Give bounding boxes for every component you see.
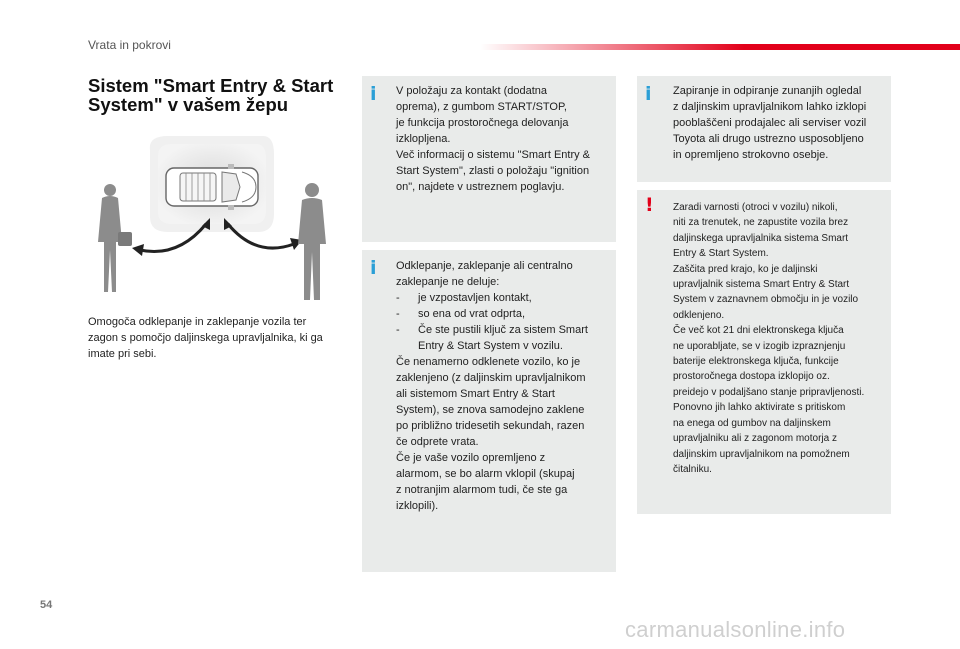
text-line: Če več kot 21 dni elektronskega ključa <box>673 325 844 337</box>
info-box-text <box>396 258 588 514</box>
text-line: daljinskega upravljalnika sistema Smart <box>673 232 849 244</box>
car-top-view <box>166 164 258 210</box>
text-line: preidejo v podaljšano stanje pripravljenosti. <box>673 386 865 398</box>
text-line: daljinskim upravljalnikom na pomožnem <box>673 448 850 460</box>
text-line: z notranjim alarmom tudi, če ste ga <box>396 484 568 496</box>
text-line: Zaradi varnosti (otroci v vozilu) nikoli, <box>673 202 838 213</box>
warning-box <box>637 190 891 514</box>
text-line: čitalniku. <box>673 463 712 475</box>
bullet-item: - so ena od vrat odprta, <box>396 308 526 320</box>
text-line: Ponovno jih lahko aktivirate s pritiskom <box>673 402 846 414</box>
text-line: Toyota ali drugo ustrezno usposobljeno <box>673 133 864 145</box>
text-line: niti za trenutek, ne zapustite vozila brez <box>673 217 849 229</box>
text-line: z daljinskim upravljalnikom lahko izklopi <box>673 101 867 113</box>
warning-icon: ! <box>645 194 654 216</box>
bullet-item: - je vzpostavljen kontakt, <box>396 292 532 304</box>
bullet-item: - Če ste pustili ključ za sistem Smart <box>396 324 588 336</box>
text-line: odklenjeno. <box>673 309 725 321</box>
text-line: zaklenjeno (z daljinskim upravljalnikom <box>396 372 586 384</box>
text-line: baterije elektronskega ključa, funkcije <box>673 356 839 368</box>
text-line: Več informacij o sistemu "Smart Entry & <box>396 149 591 161</box>
watermark: carmanualsonline.info <box>625 617 846 642</box>
info-box-ignition <box>362 76 616 242</box>
page-title: Sistem "Smart Entry & Start System" v vašem žepu <box>88 75 334 115</box>
text-line: in opremljeno strokovno osebje. <box>673 149 829 161</box>
info-box-text <box>673 83 866 163</box>
info-box-text <box>396 83 590 195</box>
woman-figure <box>98 184 132 292</box>
text-line: po približno tridesetih sekundah, razen <box>396 420 585 432</box>
text-line: Če je vaše vozilo opremljeno z <box>396 452 546 464</box>
text-line: on", najdete v ustreznem poglavju. <box>396 181 565 193</box>
man-figure <box>298 183 326 300</box>
header-accent-bar <box>480 44 960 50</box>
text-line: System v zaznavnem območju in je vozilo <box>673 294 859 306</box>
text-line: če odprete vrata. <box>396 436 479 448</box>
text-line: V položaju za kontakt (dodatna <box>396 85 548 97</box>
text-line: Entry & Start System. <box>673 248 769 260</box>
bullet-item-continued: Entry & Start System v vozilu. <box>418 340 563 352</box>
text-line: Če nenamerno odklenete vozilo, ko je <box>396 356 581 368</box>
text-line: je funkcija prostoročnega delovanja <box>396 117 569 129</box>
info-icon: i <box>645 83 652 105</box>
text-line: oprema), z gumbom START/STOP, <box>396 101 567 113</box>
info-icon: i <box>370 83 377 105</box>
smart-entry-illustration <box>88 132 333 307</box>
text-line: ne uporabljate, se v izogib izpraznjenju <box>673 340 846 352</box>
text-line: upravljalniku ali z zagonom motorja z <box>673 433 837 445</box>
text-line: upravljalnik sistema Smart Entry & Start <box>673 279 850 291</box>
section-header: Vrata in pokrovi <box>88 38 171 52</box>
text-line: pooblaščeni prodajalec ali serviser vozil <box>673 117 867 129</box>
text-line: Start System", zlasti o položaju "ignition <box>396 165 590 177</box>
text-line: System), se znova samodejno zaklene <box>396 404 585 416</box>
text-line: ali sistemom Smart Entry & Start <box>396 388 555 400</box>
text-line: zaklepanje ne deluje: <box>396 276 500 288</box>
text-line: na enega od gumbov na daljinskem <box>673 417 831 429</box>
info-box-locking <box>362 250 616 572</box>
intro-text: Omogoča odklepanje in zaklepanje vozila ter zagon s pomočjo daljinskega upravljalnika, ki ga imate pri sebi. <box>88 316 323 360</box>
warning-box-text <box>673 200 864 477</box>
page-number: 54 <box>40 599 53 611</box>
text-line: izklopili). <box>396 500 439 512</box>
text-line: alarmom, se bo alarm vklopil (skupaj <box>396 468 575 480</box>
info-box-mirrors <box>637 76 891 182</box>
info-icon: i <box>370 257 377 279</box>
text-line: Zaščita pred krajo, ko je daljinski <box>673 263 818 275</box>
text-line: Odklepanje, zaklepanje ali centralno <box>396 260 573 272</box>
text-line: izklopljena. <box>396 133 451 145</box>
text-line: prostoročnega dostopa izklopijo oz. <box>673 371 830 383</box>
text-line: Zapiranje in odpiranje zunanjih ogledal <box>673 85 862 97</box>
